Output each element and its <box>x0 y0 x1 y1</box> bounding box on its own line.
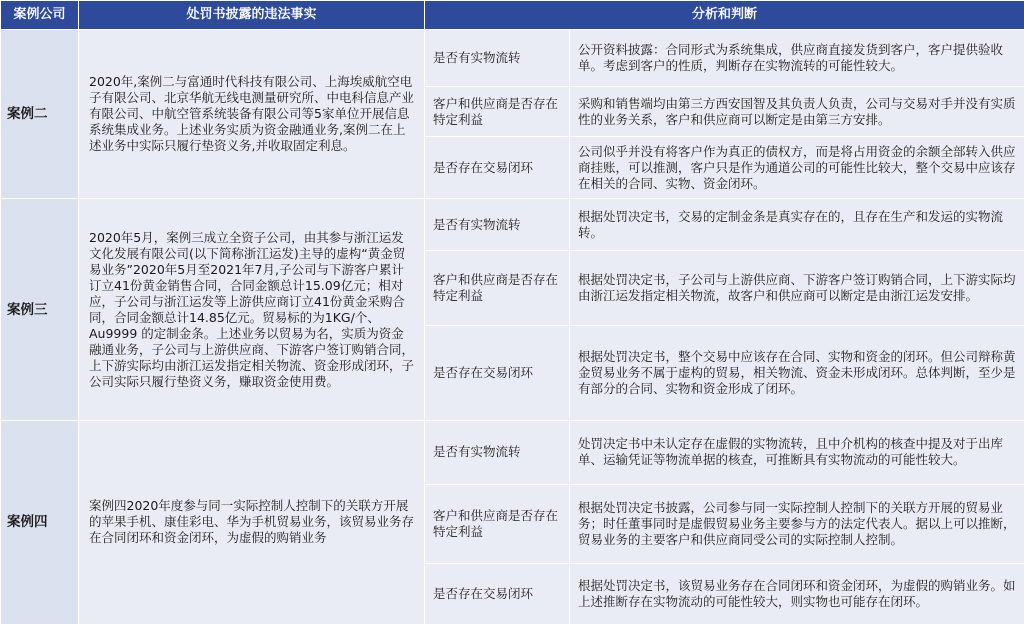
case-company: 案例三 <box>1 199 79 420</box>
table-row <box>1 420 1024 484</box>
analysis-question: 客户和供应商是否存在特定利益 <box>425 87 570 137</box>
analysis-text: 根据处罚决定书，子公司与上游供应商、下游客户签订购销合同，上下游实际均由浙江运发指定相关物流，故客户和供应商可以断定是由浙江运发安排。 <box>570 251 1024 326</box>
case-company: 案例四 <box>1 420 79 624</box>
analysis-question: 是否有实物流转 <box>425 199 570 251</box>
analysis-question: 是否有实物流转 <box>425 420 570 484</box>
analysis-text: 公司似乎并没有将客户作为真正的债权方，而是将占用资金的余额全部转入供应商挂账，可以推测，客户只是作为通道公司的可能性比较大，整个交易中应该存在相关的合同、实物、资金闭环。 <box>570 137 1024 199</box>
table-header-row <box>1 1 1024 30</box>
analysis-text: 根据处罚决定书，交易的定制金条是真实存在的，且存在生产和发运的实物流转。 <box>570 199 1024 251</box>
header-analysis: 分析和判断 <box>425 1 1024 30</box>
analysis-question: 是否存在交易闭环 <box>425 563 570 624</box>
analysis-question: 客户和供应商是否存在特定利益 <box>425 251 570 326</box>
analysis-question: 是否存在交易闭环 <box>425 325 570 420</box>
analysis-text: 根据处罚决定书，该贸易业务存在合同闭环和资金闭环，为虚假的购销业务。如上述推断存在实物流动的可能性较大，则实物也可能存在闭环。 <box>570 563 1024 624</box>
case-facts: 2020年5月，案例三成立全资子公司，由其参与浙江运发文化发展有限公司(以下简称浙江运发)主导的虚构“黄金贸易业务”2020年5月至2021年7月,子公司与下游客户累计订立41份黄金销售合同，合同金额总计15.09亿元；相对应，子公司与浙江运发等上游供应商订立41份黄金采购合同，合同金额总计14.85亿元。贸易标的为1KG/个、Au9999 的定制金条。上述业务以贸易为名，实质为资金融通业务，子公司与上游供应商、下游客户签订购销合同，上下游实际均由浙江运发指定相关物流、资金形成闭环，子公司实际只履行垫资义务，赚取资金使用费。 <box>79 199 425 420</box>
case-facts: 案例四2020年度参与同一实际控制人控制下的关联方开展的苹果手机、康佳彩电、华为手机贸易业务，该贸易业务存在合同闭环和资金闭环，为虚假的购销业务 <box>79 420 425 624</box>
analysis-question: 是否存在交易闭环 <box>425 137 570 199</box>
header-company: 案例公司 <box>1 1 79 30</box>
case-company: 案例二 <box>1 30 79 199</box>
header-facts: 处罚书披露的违法事实 <box>79 1 425 30</box>
analysis-text: 根据处罚决定书披露，公司参与同一实际控制人控制下的关联方开展的贸易业务；时任董事同时是虚假贸易业务主要参与方的法定代表人。据以上可以推断，贸易业务的主要客户和供应商同受公司的实际控制人控制。 <box>570 485 1024 564</box>
analysis-question: 客户和供应商是否存在特定利益 <box>425 485 570 564</box>
analysis-question: 是否有实物流转 <box>425 30 570 87</box>
table-row <box>1 30 1024 87</box>
case-facts: 2020年,案例二与富通时代科技有限公司、上海埃威航空电子有限公司、北京华航无线电测量研究所、中电科信息产业有限公司、中航空管系统装备有限公司等5家单位开展信息系统集成业务。上述业务实质为资金融通业务,案例二在上述业务中实际只履行垫资义务,并收取固定利息。 <box>79 30 425 199</box>
analysis-text: 处罚决定书中未认定存在虚假的实物流转，且中介机构的核查中提及对于出库单、运输凭证等物流单据的核查，可推断具有实物流动的可能性较大。 <box>570 420 1024 484</box>
table-row <box>1 199 1024 251</box>
analysis-text: 公开资料披露：合同形式为系统集成，供应商直接发货到客户，客户提供验收单。考虑到客户的性质，判断存在实物流转的可能性较大。 <box>570 30 1024 87</box>
analysis-text: 根据处罚决定书，整个交易中应该存在合同、实物和资金的闭环。但公司辩称黄金贸易业务不属于虚构的贸易，相关物流、资金未形成闭环。总体判断，至少是有部分的合同、实物和资金形成了闭环。 <box>570 325 1024 420</box>
analysis-text: 采购和销售端均由第三方西安国智及其负责人负责，公司与交易对手并没有实质性的业务关系，客户和供应商可以断定是由第三方安排。 <box>570 87 1024 137</box>
